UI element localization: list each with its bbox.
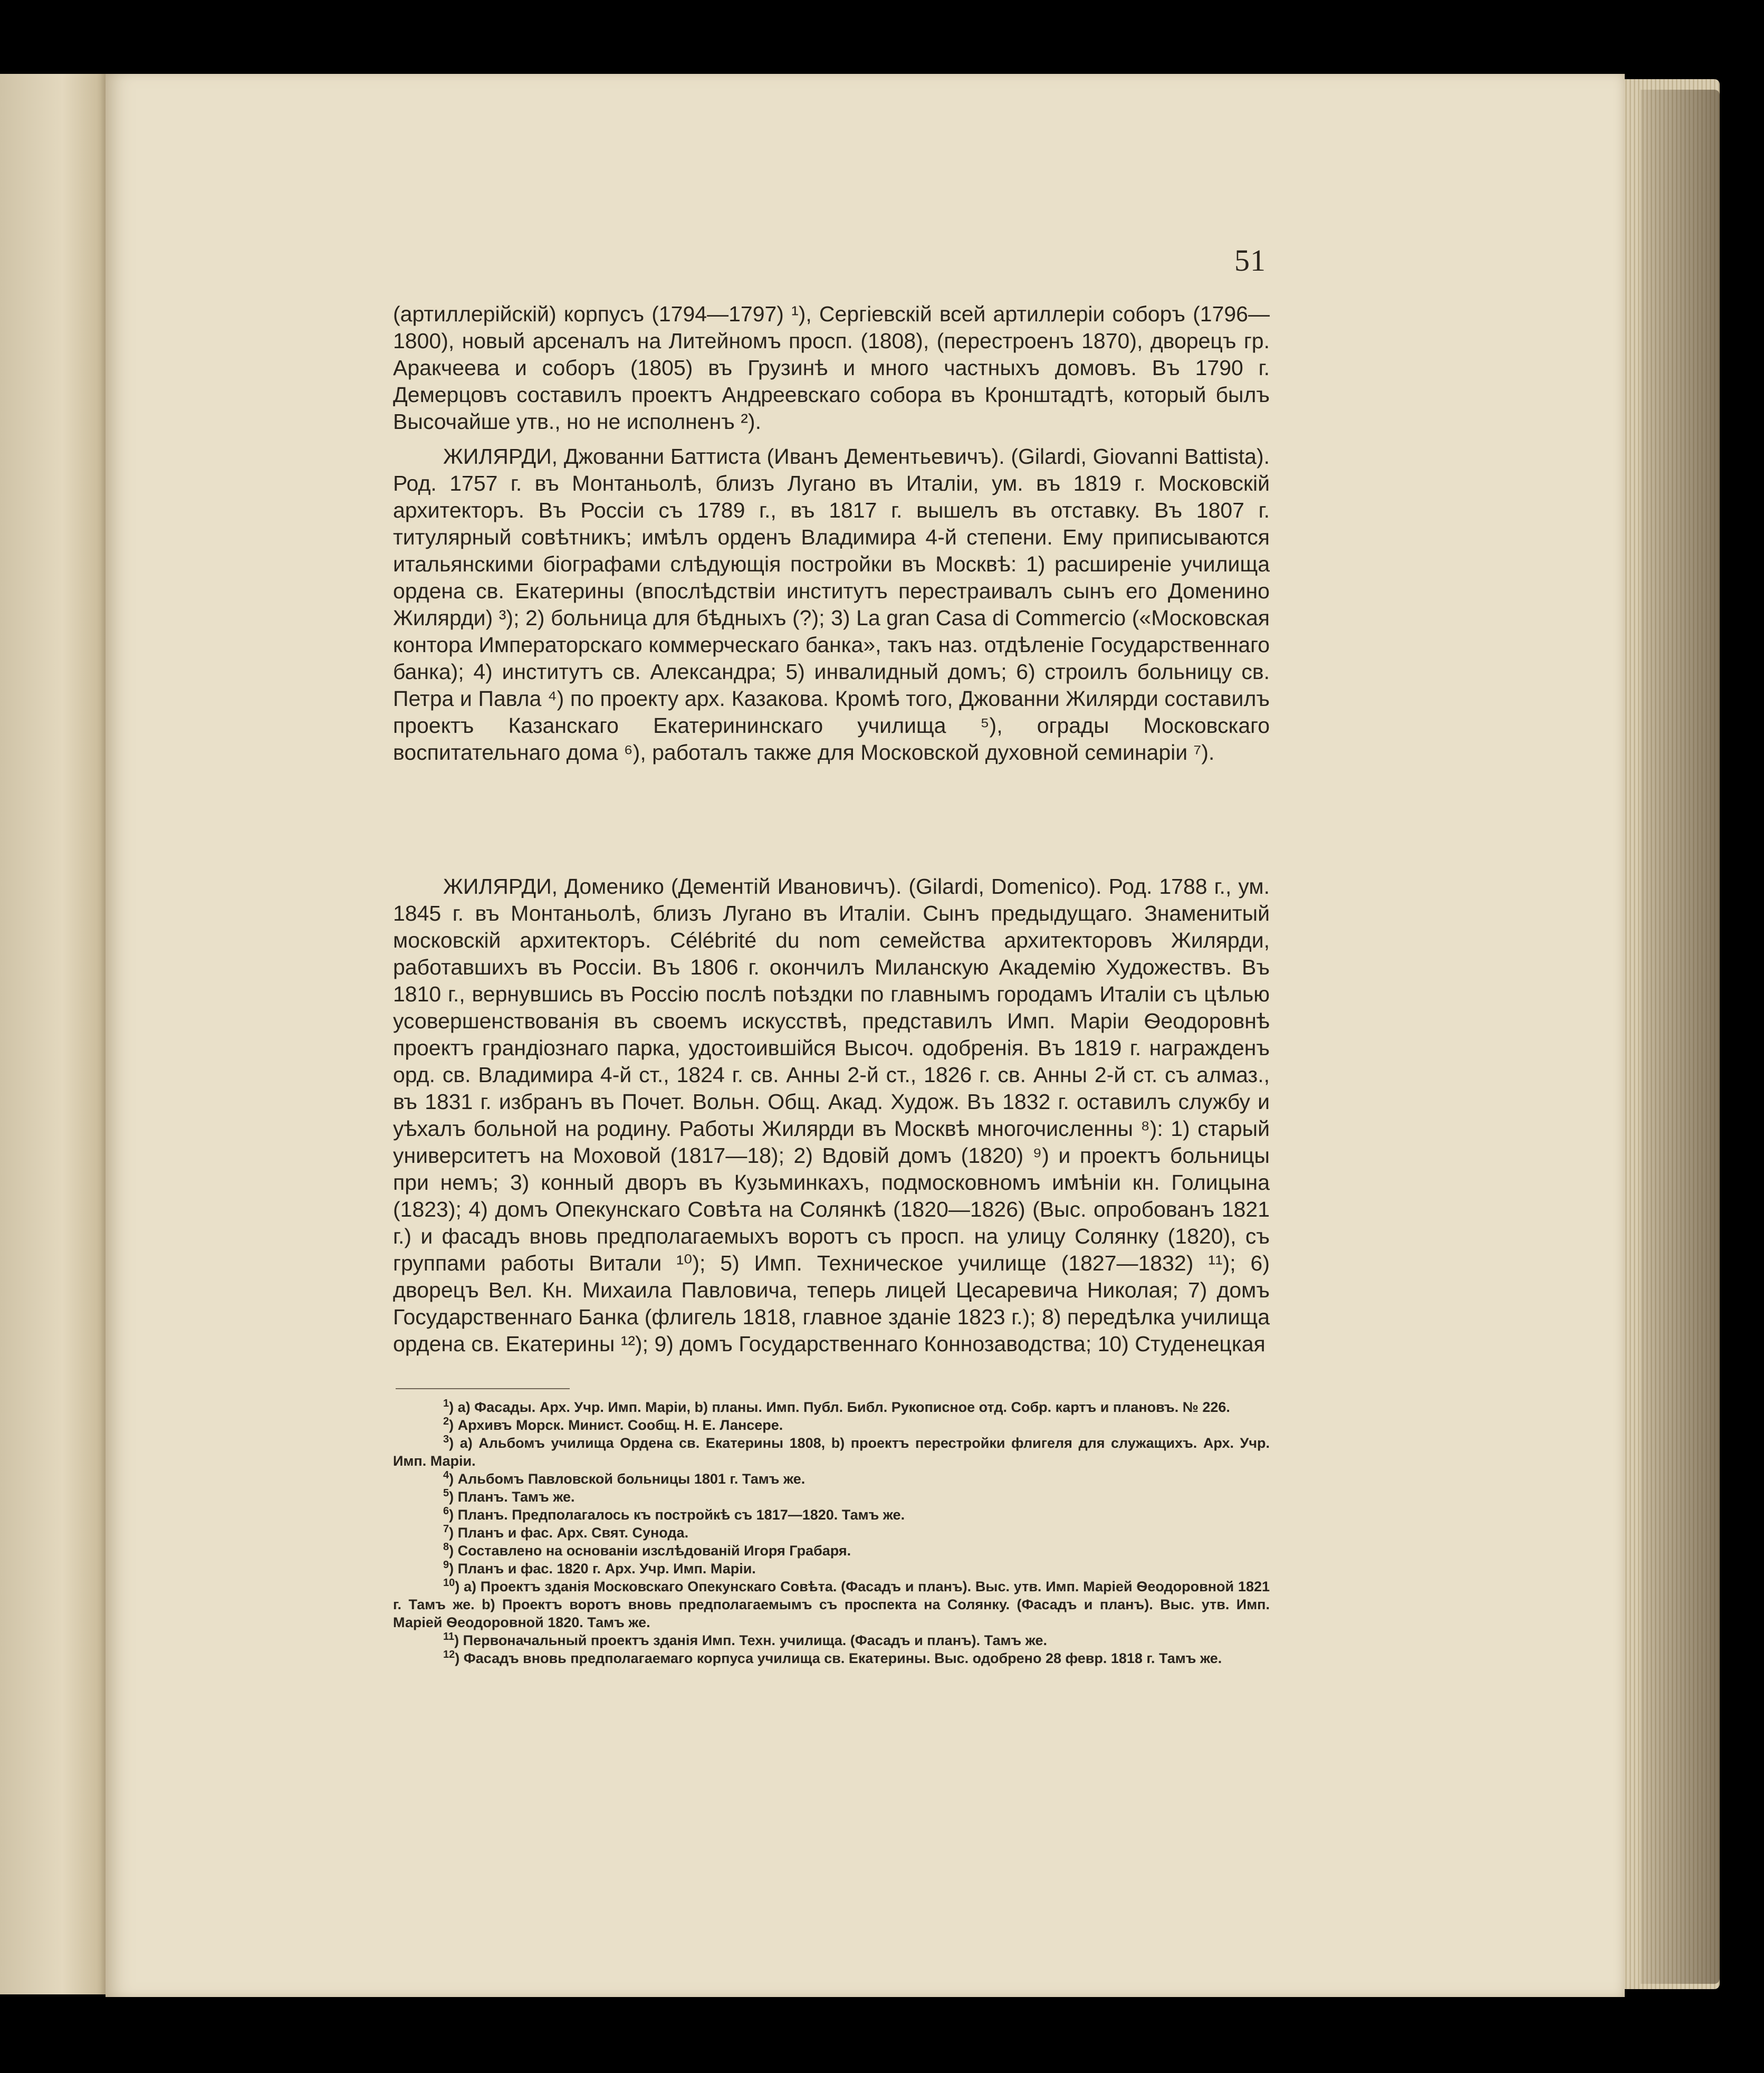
footnote: $^8$) Составлено на основаніи изслѣдованій Игоря Грабаря. xyxy=(443,1541,851,1559)
footnote: $^{11}$) Первоначальный проектъ зданія Имп. Техн. училища. (Фасадъ и планъ). Тамъ же. xyxy=(443,1631,1047,1648)
footnote: $^{10}$) а) Проектъ зданія Московскаго Опекунскаго Совѣта. (Фасадъ и планъ). Выс. утв. Имп. Маріей Ѳеодоровной 1821 г. Тамъ же. b) Проектъ воротъ вновь предполагаемымъ съ проспекта на Солянку. (Фасадъ и планъ). Выс. утв. Имп. Маріей Ѳеодоровной 1820. Тамъ же. xyxy=(393,1577,1270,1630)
paragraph: ЖИЛЯРДИ, Доменико (Дементій Ивановичъ). (Gilardi, Domenico). Род. 1788 г., ум. 1845 г. въ Монтаньолѣ, близъ Лугано въ Италіи. Сынъ предыдущаго. Знаменитый московскій архитекторъ. Célébrité du nom семейства архитекторовъ Жилярди, работавшихъ въ Россіи. Въ 1806 г. окончилъ Миланскую Академію Художествъ. Въ 1810 г., вернувшись въ Россію послѣ поѣздки по главнымъ городамъ Италіи съ цѣлью усовершенствованія въ своемъ искусствѣ, представилъ Имп. Маріи Ѳеодоровнѣ проектъ грандіознаго парка, удостоившійся Высоч. одобренія. Въ 1819 г. награжденъ орд. св. Владимира 4-й ст., 1824 г. св. Анны 2-й ст., 1826 г. св. Анны 2-й ст. съ алмаз., въ 1831 г. избранъ въ Почет. Вольн. Общ. Акад. Худож. Въ 1832 г. оставилъ службу и уѣхалъ больной на родину. Работы Жилярди въ Москвѣ многочисленны ⁸): 1) старый университетъ на Моховой (1817—18); 2) Вдовій домъ (1820) ⁹) и проектъ больницы при немъ; 3) конный дворъ въ Кузьминкахъ, подмосковномъ имѣніи кн. Голицына (1823); 4) домъ Опекунскаго Совѣта на Солянкѣ (1820—1826) (Выс. опробованъ 1821 г.) и фасадъ вновь предполагаемыхъ воротъ съ просп. на улицу Солянку (1820), съ группами работы Витали ¹⁰); 5) Имп. Техническое училище (1827—1832) ¹¹); 6) дворецъ Вел. Кн. Михаила Павловича, теперь лицей Цесаревича Николая; 7) домъ Государственнаго Банка (флигель 1818, главное зданіе 1823 г.); 8) передѣлка училища ордена св. Екатерины ¹²); 9) домъ Государственнаго Коннозаводства; 10) Студенецкая xyxy=(393,874,1270,1356)
left-page-edge xyxy=(0,74,113,1994)
footnote: $^2$) Архивъ Морск. Минист. Сообщ. Н. Е. Лансере. xyxy=(443,1416,783,1433)
footnote: $^9$) Планъ и фас. 1820 г. Арх. Учр. Имп. Маріи. xyxy=(443,1559,756,1577)
footnote: $^3$) а) Альбомъ училища Ордена св. Екатерины 1808, b) проектъ перестройки флигеля для служащихъ. Арх. Учр. Имп. Маріи. xyxy=(393,1434,1270,1469)
page-stack-shadow xyxy=(1641,90,1720,1984)
footnote-divider xyxy=(396,1388,570,1389)
paragraph: (артиллерійскій) корпусъ (1794—1797) ¹), Сергіевскій всей артиллеріи соборъ (1796—1800), новый арсеналъ на Литейномъ просп. (1808), (перестроенъ 1870), дворецъ гр. Аракчеева и соборъ (1805) въ Грузинѣ и много частныхъ домовъ. Въ 1790 г. Демерцовъ составилъ проектъ Андреевскаго собора въ Кронштадтѣ, который былъ Высочайше утв., но не исполненъ ²). xyxy=(393,302,1270,434)
footnote: $^7$) Планъ и фас. Арх. Свят. Сунода. xyxy=(443,1523,689,1541)
entry-continuation xyxy=(393,301,1270,435)
footnotes xyxy=(393,1398,1270,1667)
entry-gilardi-giovanni xyxy=(393,443,1270,766)
page-number: 51 xyxy=(1234,243,1266,278)
entry-gilardi-domenico xyxy=(393,873,1270,1358)
footnote: $^6$) Планъ. Предполагалось къ постройкѣ съ 1817—1820. Тамъ же. xyxy=(443,1505,905,1523)
footnote: $^{12}$) Фасадъ вновь предполагаемаго корпуса училища св. Екатерины. Выс. одобрено 28 февр. 1818 г. Тамъ же. xyxy=(443,1649,1222,1666)
paragraph: ЖИЛЯРДИ, Джованни Баттиста (Иванъ Дементьевичъ). (Gilardi, Giovanni Battista). Род. 1757 г. въ Монтаньолѣ, близъ Лугано въ Италіи, ум. въ 1819 г. Московскій архитекторъ. Въ Россіи съ 1789 г., въ 1817 г. вышелъ въ отставку. Въ 1807 г. титулярный совѣтникъ; имѣлъ орденъ Владимира 4-й степени. Ему приписываются итальянскими біографами слѣдующія постройки въ Москвѣ: 1) расширеніе училища ордена св. Екатерины (впослѣдствіи институтъ перестраивалъ сынъ его Доменино Жилярди) ³); 2) больница для бѣдныхъ (?); 3) La gran Casa di Commercio («Московская контора Императорскаго коммерческаго банка», такъ наз. отдѣленіе Государственнаго банка); 4) институтъ св. Александра; 5) инвалидный домъ; 6) строилъ больницу св. Петра и Павла ⁴) по проекту арх. Казакова. Кромѣ того, Джованни Жилярди составилъ проектъ Казанскаго Екатерининскаго училища ⁵), ограды Московскаго воспитательнаго дома ⁶), работалъ также для Московской духовной семинаріи ⁷). xyxy=(393,444,1270,765)
footnote: $^1$) а) Фасады. Арх. Учр. Имп. Маріи, b) планы. Имп. Публ. Библ. Рукописное отд. Собр. картъ и плановъ. № 226. xyxy=(443,1398,1230,1415)
footnote: $^4$) Альбомъ Павловской больницы 1801 г. Тамъ же. xyxy=(443,1469,806,1487)
footnote: $^5$) Планъ. Тамъ же. xyxy=(443,1487,575,1505)
